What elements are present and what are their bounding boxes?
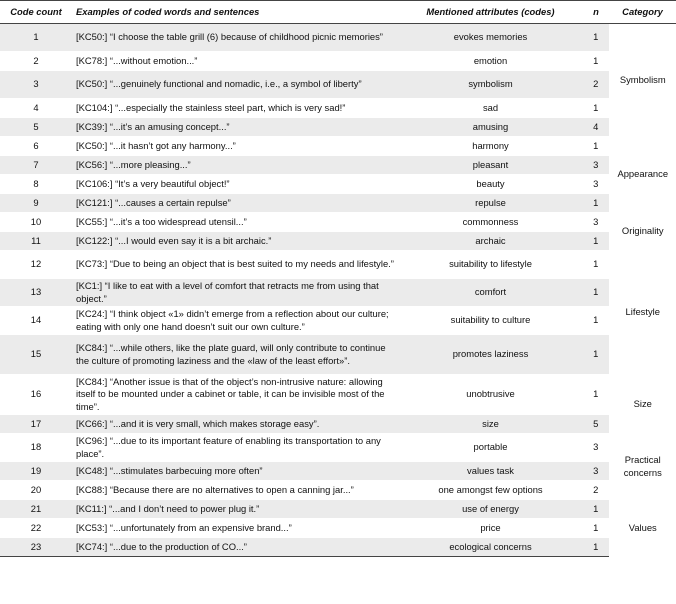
code-count-cell: 14	[0, 307, 72, 335]
table-row	[0, 375, 676, 415]
example-cell: [KC88:] “Because there are no alternatives to open a canning jar...”	[72, 481, 398, 500]
example-cell: [KC56:] “...more pleasing...”	[72, 156, 398, 175]
category-cell: Practical concerns	[609, 434, 676, 500]
n-cell: 2	[583, 481, 609, 500]
table-row	[0, 415, 676, 434]
table-row	[0, 538, 676, 557]
table-row	[0, 462, 676, 481]
attribute-cell: price	[398, 519, 583, 538]
example-cell: [KC39:] “...it’s an amusing concept...”	[72, 118, 398, 137]
code-count-cell: 4	[0, 99, 72, 118]
attribute-cell: use of energy	[398, 500, 583, 519]
example-cell: [KC106:] “It’s a very beautiful object!”	[72, 175, 398, 194]
attribute-cell: beauty	[398, 175, 583, 194]
header-attributes: Mentioned attributes (codes)	[398, 1, 583, 24]
code-count-cell: 6	[0, 137, 72, 156]
attribute-cell: suitability to culture	[398, 307, 583, 335]
attribute-cell: suitability to lifestyle	[398, 251, 583, 279]
n-cell: 5	[583, 415, 609, 434]
n-cell: 1	[583, 538, 609, 557]
table-row	[0, 481, 676, 500]
table-row	[0, 232, 676, 251]
table-row	[0, 24, 676, 52]
category-cell: Lifestyle	[609, 251, 676, 375]
category-cell: Values	[609, 500, 676, 557]
attribute-cell: emotion	[398, 52, 583, 71]
code-count-cell: 11	[0, 232, 72, 251]
table-row	[0, 52, 676, 71]
attribute-cell: one amongst few options	[398, 481, 583, 500]
n-cell: 1	[583, 335, 609, 375]
n-cell: 3	[583, 156, 609, 175]
code-count-cell: 3	[0, 71, 72, 99]
example-cell: [KC84:] “Another issue is that of the object’s non-intrusive nature: allowing itself to be mounted under a cabinet or table, it can be invisible most of the time”.	[72, 375, 398, 415]
code-count-cell: 5	[0, 118, 72, 137]
header-examples: Examples of coded words and sentences	[72, 1, 398, 24]
attribute-cell: size	[398, 415, 583, 434]
n-cell: 1	[583, 24, 609, 52]
header-code-count: Code count	[0, 1, 72, 24]
category-cell: Originality	[609, 213, 676, 251]
attribute-cell: evokes memories	[398, 24, 583, 52]
code-count-cell: 17	[0, 415, 72, 434]
attribute-cell: commonness	[398, 213, 583, 232]
n-cell: 3	[583, 213, 609, 232]
table-row	[0, 434, 676, 462]
code-count-cell: 23	[0, 538, 72, 557]
example-cell: [KC53:] “...unfortunately from an expensive brand...”	[72, 519, 398, 538]
example-cell: [KC24:] “I think object «1» didn’t emerge from a reflection about our culture; eating with only one hand doesn’t suit our own culture.”	[72, 307, 398, 335]
n-cell: 1	[583, 251, 609, 279]
example-cell: [KC50:] “...genuinely functional and nomadic, i.e., a symbol of liberty”	[72, 71, 398, 99]
example-cell: [KC48:] “...stimulates barbecuing more often”	[72, 462, 398, 481]
n-cell: 1	[583, 279, 609, 307]
table-row	[0, 194, 676, 213]
n-cell: 1	[583, 519, 609, 538]
n-cell: 4	[583, 118, 609, 137]
example-cell: [KC104:] “...especially the stainless steel part, which is very sad!”	[72, 99, 398, 118]
table-row	[0, 519, 676, 538]
attribute-cell: harmony	[398, 137, 583, 156]
example-cell: [KC96:] “...due to its important feature of enabling its transportation to any place”.	[72, 434, 398, 462]
table-row	[0, 279, 676, 307]
category-cell: Appearance	[609, 137, 676, 213]
category-cell: Size	[609, 375, 676, 434]
example-cell: [KC55:] “...it’s a too widespread utensil...”	[72, 213, 398, 232]
n-cell: 2	[583, 71, 609, 99]
table-row	[0, 500, 676, 519]
example-cell: [KC78:] “...without emotion...”	[72, 52, 398, 71]
code-count-cell: 19	[0, 462, 72, 481]
attribute-cell: portable	[398, 434, 583, 462]
example-cell: [KC50:] “...it hasn’t got any harmony...”	[72, 137, 398, 156]
attribute-cell: symbolism	[398, 71, 583, 99]
attribute-cell: ecological concerns	[398, 538, 583, 557]
code-count-cell: 10	[0, 213, 72, 232]
code-count-cell: 21	[0, 500, 72, 519]
header-n: n	[583, 1, 609, 24]
table-body	[0, 24, 676, 557]
attribute-cell: sad	[398, 99, 583, 118]
example-cell: [KC74:] “...due to the production of CO...”	[72, 538, 398, 557]
attribute-cell: values task	[398, 462, 583, 481]
n-cell: 1	[583, 375, 609, 415]
n-cell: 1	[583, 52, 609, 71]
table-row	[0, 307, 676, 335]
code-count-cell: 7	[0, 156, 72, 175]
table-row	[0, 71, 676, 99]
code-count-cell: 13	[0, 279, 72, 307]
example-cell: [KC66:] “...and it is very small, which makes storage easy”.	[72, 415, 398, 434]
table-row	[0, 156, 676, 175]
code-count-cell: 9	[0, 194, 72, 213]
table-row	[0, 175, 676, 194]
example-cell: [KC84:] “...while others, like the plate guard, will only contribute to continue the culture of promoting laziness and the «law of the least effort»”.	[72, 335, 398, 375]
table-row	[0, 335, 676, 375]
n-cell: 1	[583, 307, 609, 335]
n-cell: 1	[583, 500, 609, 519]
code-count-cell: 22	[0, 519, 72, 538]
table-row	[0, 137, 676, 156]
example-cell: [KC122:] “...I would even say it is a bit archaic.”	[72, 232, 398, 251]
table-row	[0, 99, 676, 118]
code-count-cell: 18	[0, 434, 72, 462]
attribute-cell: promotes laziness	[398, 335, 583, 375]
code-count-cell: 1	[0, 24, 72, 52]
code-count-cell: 20	[0, 481, 72, 500]
attribute-cell: archaic	[398, 232, 583, 251]
table-row	[0, 251, 676, 279]
attribute-cell: repulse	[398, 194, 583, 213]
table-row	[0, 118, 676, 137]
code-count-cell: 12	[0, 251, 72, 279]
n-cell: 1	[583, 232, 609, 251]
table-header	[0, 1, 676, 24]
example-cell: [KC11:] “...and I don’t need to power plug it.”	[72, 500, 398, 519]
code-count-cell: 2	[0, 52, 72, 71]
example-cell: [KC50:] “I choose the table grill (6) because of childhood picnic memories”	[72, 24, 398, 52]
code-count-cell: 15	[0, 335, 72, 375]
example-cell: [KC1:] “I like to eat with a level of comfort that retracts me from using that object.”	[72, 279, 398, 307]
n-cell: 3	[583, 434, 609, 462]
attribute-cell: unobtrusive	[398, 375, 583, 415]
header-category: Category	[609, 1, 676, 24]
attribute-cell: amusing	[398, 118, 583, 137]
attribute-cell: comfort	[398, 279, 583, 307]
n-cell: 1	[583, 99, 609, 118]
n-cell: 1	[583, 137, 609, 156]
example-cell: [KC73:] “Due to being an object that is best suited to my needs and lifestyle.”	[72, 251, 398, 279]
example-cell: [KC121:] “...causes a certain repulse”	[72, 194, 398, 213]
code-count-cell: 8	[0, 175, 72, 194]
n-cell: 3	[583, 462, 609, 481]
code-count-cell: 16	[0, 375, 72, 415]
n-cell: 1	[583, 194, 609, 213]
table-row	[0, 213, 676, 232]
attribute-cell: pleasant	[398, 156, 583, 175]
n-cell: 3	[583, 175, 609, 194]
category-cell: Symbolism	[609, 24, 676, 137]
